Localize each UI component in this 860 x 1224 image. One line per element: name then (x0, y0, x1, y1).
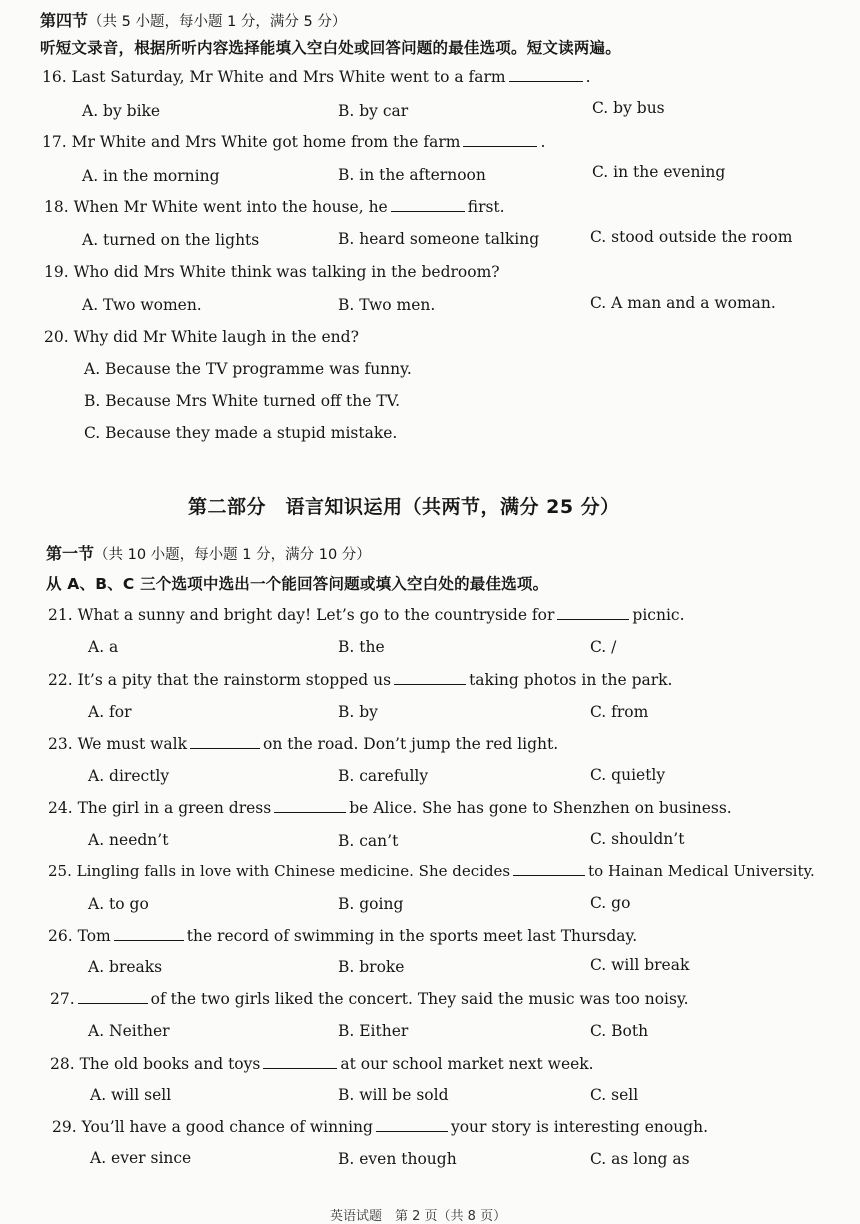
q16-option-b[interactable]: B. by car (338, 102, 409, 120)
question-24-stem-end: be Alice. She has gone to Shenzhen on business. (349, 799, 732, 817)
q26-option-a[interactable]: A. breaks (88, 958, 163, 976)
question-25 (48, 862, 815, 880)
question-23 (48, 735, 558, 753)
q17-option-c[interactable]: C. in the evening (592, 163, 726, 181)
q22-option-b[interactable]: B. by (338, 703, 378, 721)
section4-title: 第四节 (40, 11, 89, 30)
q24-option-b[interactable]: B. can’t (338, 832, 399, 850)
answer-blank[interactable] (263, 1056, 337, 1069)
section4-instruction: 听短文录音，根据所听内容选择能填入空白处或回答问题的最佳选项。短文读两遍。 (40, 39, 621, 57)
question-17-stem: 17. Mr White and Mrs White got home from the farm (42, 133, 461, 151)
q18-option-b[interactable]: B. heard someone talking (338, 230, 540, 248)
question-18 (44, 198, 505, 216)
question-29-stem: 29. You’ll have a good chance of winning (52, 1118, 373, 1136)
answer-blank[interactable] (557, 607, 629, 620)
q29-option-a[interactable]: A. ever since (90, 1149, 192, 1167)
question-28-stem: 28. The old books and toys (50, 1055, 261, 1073)
q24-option-a[interactable]: A. needn’t (88, 831, 169, 849)
q26-option-b[interactable]: B. broke (338, 958, 405, 976)
q20-option-a[interactable]: A. Because the TV programme was funny. (84, 360, 412, 378)
q22-option-a[interactable]: A. for (88, 703, 132, 721)
question-25-stem: 25. Lingling falls in love with Chinese medicine. She decides (48, 862, 511, 880)
question-22-stem: 22. It’s a pity that the rainstorm stopped us (48, 671, 392, 689)
question-25-stem-end: to Hainan Medical University. (588, 862, 815, 880)
question-21-stem-end: picnic. (632, 606, 685, 624)
answer-blank[interactable] (391, 199, 465, 212)
q23-option-a[interactable]: A. directly (88, 767, 170, 785)
section1-subtitle: （共 10 小题，每小题 1 分，满分 10 分） (94, 547, 371, 563)
q28-option-c[interactable]: C. sell (590, 1086, 639, 1104)
q29-option-b[interactable]: B. even though (338, 1150, 457, 1168)
q25-option-a[interactable]: A. to go (88, 895, 149, 913)
question-24 (48, 799, 732, 817)
question-17-stem-end: . (540, 133, 546, 151)
q29-option-c[interactable]: C. as long as (590, 1150, 690, 1168)
question-18-stem: 18. When Mr White went into the house, he (44, 198, 388, 216)
q26-option-c[interactable]: C. will break (590, 956, 690, 974)
question-27 (50, 990, 689, 1008)
question-16-stem-end: . (585, 68, 591, 86)
question-17 (42, 133, 545, 151)
q18-option-c[interactable]: C. stood outside the room (590, 228, 793, 246)
answer-blank[interactable] (78, 991, 148, 1004)
q16-option-c[interactable]: C. by bus (592, 99, 665, 117)
q27-option-a[interactable]: A. Neither (88, 1022, 170, 1040)
q27-option-b[interactable]: B. Either (338, 1022, 409, 1040)
answer-blank[interactable] (513, 863, 585, 876)
question-26-stem: 26. Tom (48, 927, 111, 945)
section1-title: 第一节 (46, 544, 95, 563)
section4-subtitle: （共 5 小题，每小题 1 分，满分 5 分） (88, 14, 347, 30)
q17-option-a[interactable]: A. in the morning (82, 167, 220, 185)
answer-blank[interactable] (190, 736, 260, 749)
section4-header (40, 8, 346, 31)
question-22-stem-end: taking photos in the park. (469, 671, 673, 689)
q25-option-c[interactable]: C. go (590, 894, 631, 912)
q21-option-a[interactable]: A. a (88, 638, 119, 656)
q19-option-a[interactable]: A. Two women. (82, 296, 202, 314)
q23-option-b[interactable]: B. carefully (338, 767, 429, 785)
question-24-stem: 24. The girl in a green dress (48, 799, 272, 817)
question-29 (52, 1118, 708, 1136)
part2-title: 第二部分 语言知识运用（共两节，满分 25 分） (188, 496, 620, 518)
question-23-stem-end: on the road. Don’t jump the red light. (263, 735, 559, 753)
q28-option-a[interactable]: A. will sell (90, 1086, 172, 1104)
q16-option-a[interactable]: A. by bike (82, 102, 161, 120)
q22-option-c[interactable]: C. from (590, 703, 649, 721)
q23-option-c[interactable]: C. quietly (590, 766, 666, 784)
question-29-stem-end: your story is interesting enough. (450, 1118, 709, 1136)
q20-option-c[interactable]: C. Because they made a stupid mistake. (84, 424, 398, 442)
question-27-stem: 27. (50, 990, 75, 1008)
q19-option-b[interactable]: B. Two men. (338, 296, 436, 314)
section1-instruction: 从 A、B、C 三个选项中选出一个能回答问题或填入空白处的最佳选项。 (46, 575, 549, 593)
question-21-stem: 21. What a sunny and bright day! Let’s go to the countryside for (48, 606, 555, 624)
question-21 (48, 606, 685, 624)
question-16-stem: 16. Last Saturday, Mr White and Mrs White went to a farm (42, 68, 506, 86)
question-23-stem: 23. We must walk (48, 735, 187, 753)
answer-blank[interactable] (114, 928, 184, 941)
q17-option-b[interactable]: B. in the afternoon (338, 166, 486, 184)
q18-option-a[interactable]: A. turned on the lights (82, 231, 260, 249)
q24-option-c[interactable]: C. shouldn’t (590, 830, 685, 848)
question-22 (48, 671, 672, 689)
question-16 (42, 68, 591, 86)
question-20: 20. Why did Mr White laugh in the end? (44, 328, 359, 346)
section1-header (46, 541, 371, 564)
question-28 (50, 1055, 594, 1073)
question-26-stem-end: the record of swimming in the sports meet last Thursday. (186, 927, 638, 945)
q20-option-b[interactable]: B. Because Mrs White turned off the TV. (84, 392, 401, 410)
page-footer: 英语试题 第 2 页（共 8 页） (330, 1209, 507, 1224)
question-26 (48, 927, 637, 945)
q27-option-c[interactable]: C. Both (590, 1022, 649, 1040)
answer-blank[interactable] (394, 672, 466, 685)
answer-blank[interactable] (376, 1119, 448, 1132)
answer-blank[interactable] (463, 134, 537, 147)
q21-option-c[interactable]: C. / (590, 638, 617, 656)
answer-blank[interactable] (509, 69, 583, 82)
q21-option-b[interactable]: B. the (338, 638, 385, 656)
question-19: 19. Who did Mrs White think was talking in the bedroom? (44, 263, 500, 281)
answer-blank[interactable] (274, 800, 346, 813)
q25-option-b[interactable]: B. going (338, 895, 404, 913)
q19-option-c[interactable]: C. A man and a woman. (590, 294, 776, 312)
question-27-stem-end: of the two girls liked the concert. They said the music was too noisy. (150, 990, 689, 1008)
question-18-stem-end: first. (467, 198, 505, 216)
q28-option-b[interactable]: B. will be sold (338, 1086, 449, 1104)
question-28-stem-end: at our school market next week. (340, 1055, 594, 1073)
